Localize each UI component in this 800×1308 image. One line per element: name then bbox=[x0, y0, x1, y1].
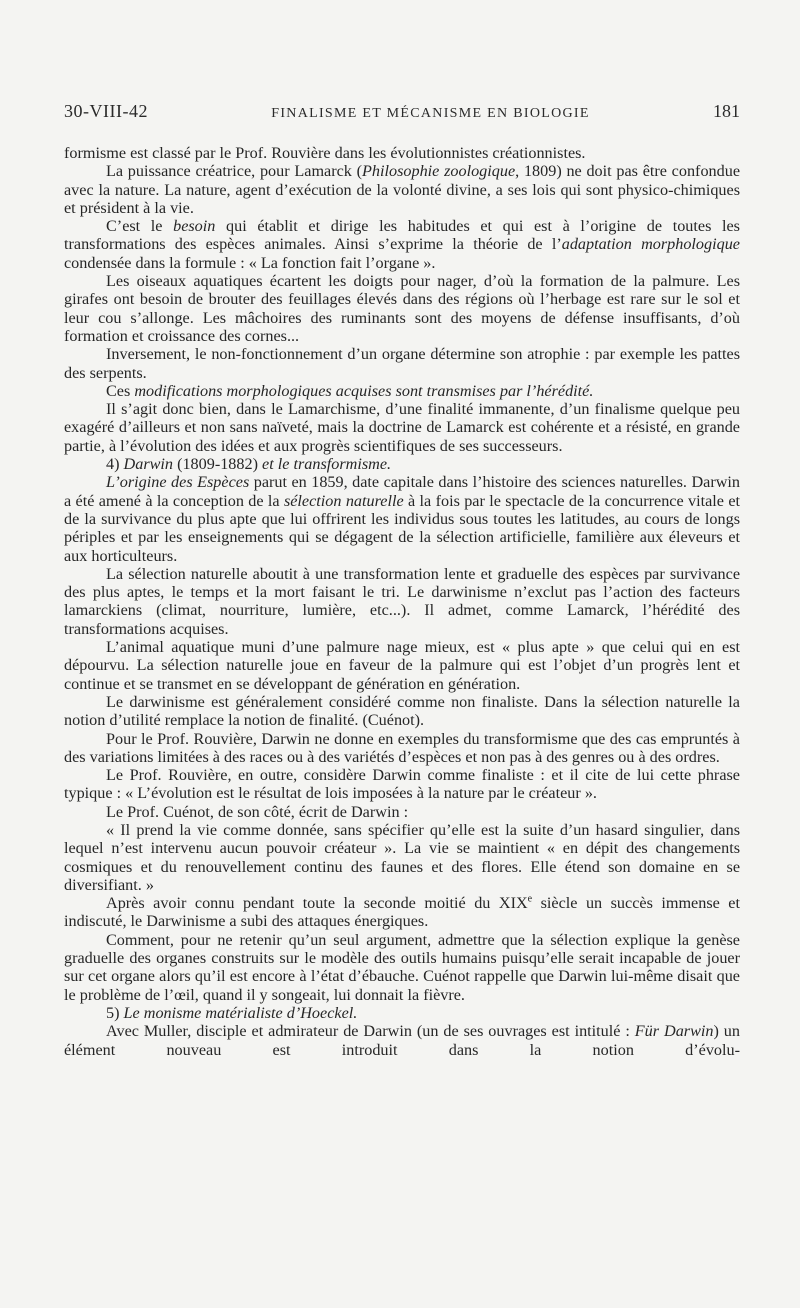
page-number: 181 bbox=[712, 101, 740, 121]
paragraph: La sélection naturelle aboutit à une transformation lente et graduelle des espèces par survivance des plus aptes, le temps et la mort faisant le tri. Le darwinisme n’exclut pas l’action des facteurs lamarckiens (climat, nourriture, lumière, etc...). Il admet, comme Lamarck, l’hérédité des transformations acquises. bbox=[64, 564, 740, 638]
paragraph: « Il prend la vie comme donnée, sans spécifier qu’elle est la suite d’un hasard singulier, dans lequel n’est intervenu aucun pouvoir créateur ». La vie se maintient « en dépit des changements cosmiques et du renouvellement continu des faunes et des flores. Elle étend son domaine en se diversifiant. » bbox=[64, 820, 740, 894]
paragraph: Le darwinisme est généralement considéré comme non finaliste. Dans la sélection naturelle la notion d’utilité remplace la notion de finalité. (Cuénot). bbox=[64, 692, 740, 730]
paragraph: C’est le besoin qui établit et dirige les habitudes et qui est à l’origine de toutes les transformations des espèces animales. Ainsi s’exprime la théorie de l’adaptation morphologique condensée dans la formule : « La fonction fait l’organe ». bbox=[64, 217, 740, 272]
paragraph: Il s’agit donc bien, dans le Lamarchisme, d’une finalité immanente, d’un finalisme quelque peu exagéré d’ailleurs et non sans naïveté, mais la doctrine de Lamarck est cohérente et a résisté, en grande partie, à l’évolution des idées et aux progrès scientifiques de ses successeurs. bbox=[64, 400, 740, 455]
paragraph: Ces modifications morphologiques acquises sont transmises par l’hérédité. bbox=[106, 381, 594, 400]
paragraph: Comment, pour ne retenir qu’un seul argument, admettre que la sélection explique la genèse graduelle des organes construits sur le modèle des outils humains puisqu’elle serait incapable de jouer sur cet organe alors qu’il est encore à l’état d’ébauche. Cuénot rappelle que Darwin lui-même disait que le problème de l’œil, quand il y songeait, lui donnait la fièvre. bbox=[64, 930, 740, 1004]
body-text bbox=[64, 144, 740, 1059]
paragraph: Inversement, le non-fonctionnement d’un organe détermine son atrophie : par exemple les pattes des serpents. bbox=[64, 345, 740, 382]
paragraph: Avec Muller, disciple et admirateur de Darwin (un de ses ouvrages est intitulé : Für Darwin) un élément nouveau est introduit dans la notion d’évolu- bbox=[64, 1022, 740, 1059]
running-title: FINALISME ET MÉCANISME EN BIOLOGIE bbox=[271, 106, 590, 121]
paragraph: La puissance créatrice, pour Lamarck (Philosophie zoologique, 1809) ne doit pas être confondue avec la nature. La nature, agent d’exécution de la volonté divine, a ses lois qui sont physico-chimiques et président à la vie. bbox=[64, 162, 741, 217]
paragraph: Les oiseaux aquatiques écartent les doigts pour nager, d’où la formation de la palmure. Les girafes ont besoin de brouter des feuillages élevés dans des régions où l’herbage est rare sur le sol et leur cou s’allonge. Les mâchoires des ruminants sont des moyens de défense insuffisants, d’où formation et croissance des cornes... bbox=[64, 272, 740, 345]
paragraph: L’animal aquatique muni d’une palmure nage mieux, est « plus apte » que celui qui en est dépourvu. La sélection naturelle joue en faveur de la palmure qui est l’objet d’un progrès lent et continue et se transmet en se développant de génération en génération. bbox=[64, 638, 740, 693]
paragraph: Pour le Prof. Rouvière, Darwin ne donne en exemples du transformisme que des cas empruntés à des variations limitées à des races ou à des variétés d’espèces et non pas à des genres ou à des ordres. bbox=[64, 729, 740, 766]
paragraph: 4) Darwin (1809-1882) et le transformisme. bbox=[106, 455, 392, 474]
paragraph: L’origine des Espèces parut en 1859, date capitale dans l’histoire des sciences naturelles. Darwin a été amené à la conception de la sélection naturelle à la fois par le spectacle de la concurrence vitale et de la survivance du plus apte que lui offrirent les individus sous toutes les latitudes, au cours de longs périples et par les enseignements qui se dégagent de la sélection artificielle, familière aux éleveurs et aux horticulteurs. bbox=[64, 473, 741, 565]
paragraph: Le Prof. Rouvière, en outre, considère Darwin comme finaliste : et il cite de lui cette phrase typique : « L’évolution est le résultat de lois imposées à la nature par le créateur ». bbox=[64, 766, 740, 803]
page-header bbox=[64, 101, 740, 122]
paragraph: Après avoir connu pendant toute la seconde moitié du XIXe siècle un succès immense et indiscuté, le Darwinisme a subi des attaques énergiques. bbox=[64, 893, 740, 931]
paragraph: Le Prof. Cuénot, de son côté, écrit de Darwin : bbox=[106, 802, 409, 821]
header-date: 30-VIII-42 bbox=[64, 101, 148, 121]
paragraph: formisme est classé par le Prof. Rouvière dans les évolutionnistes créationnistes. bbox=[64, 144, 586, 162]
paragraph: 5) Le monisme matérialiste d’Hoeckel. bbox=[106, 1003, 358, 1022]
